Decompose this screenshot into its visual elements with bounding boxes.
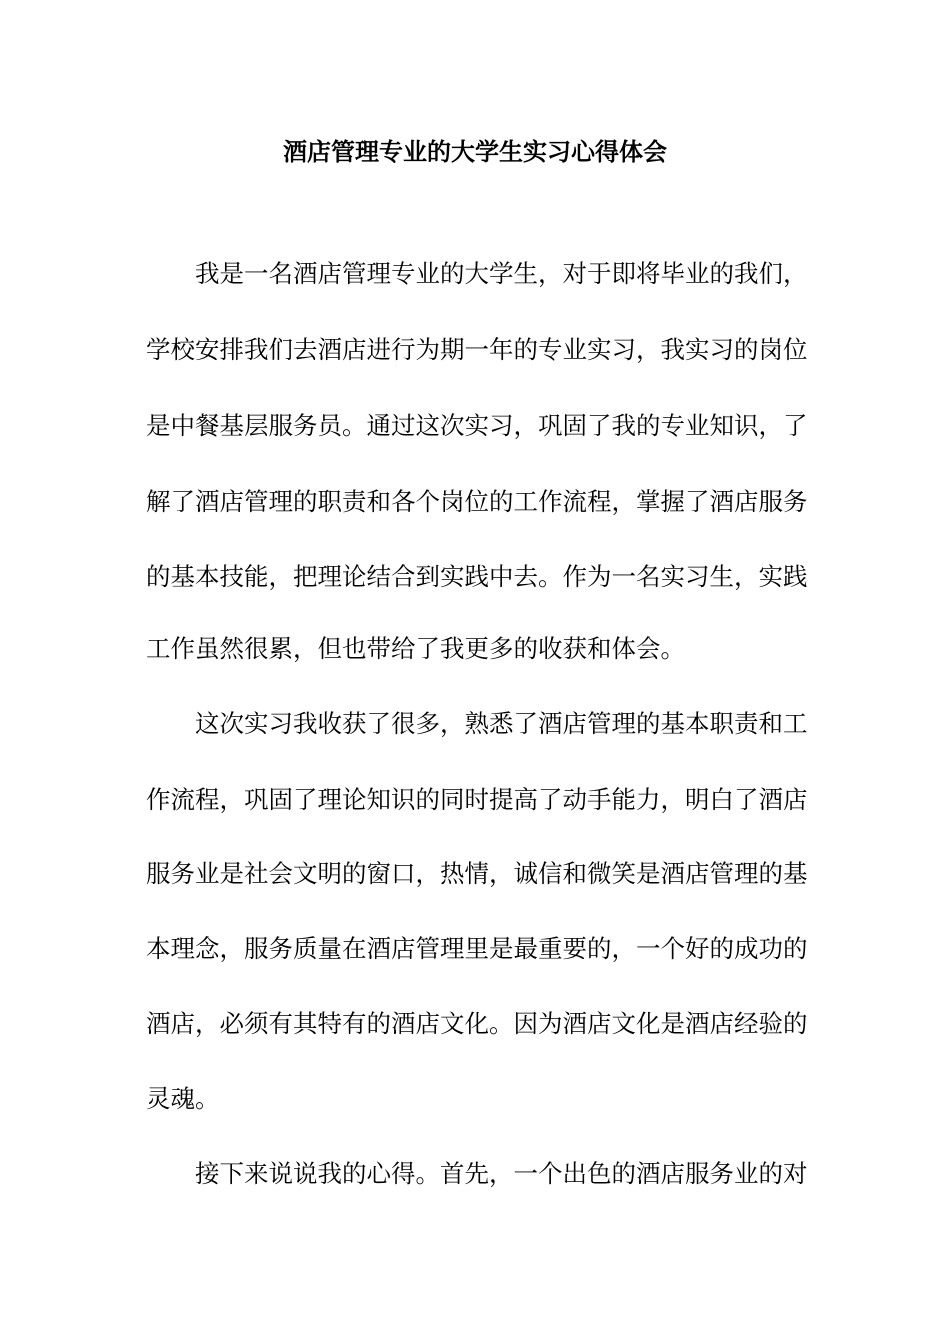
paragraph-2-line-1: 这次实习我收获了很多，熟悉了酒店管理的基本职责和工 <box>195 709 808 738</box>
paragraph-1-line-2: 学校安排我们去酒店进行为期一年的专业实习，我实习的岗位 <box>146 335 808 364</box>
paragraph-2-line-2: 作流程，巩固了理论知识的同时提高了动手能力，明白了酒店 <box>146 785 808 814</box>
document-title: 酒店管理专业的大学生实习心得体会 <box>283 137 667 166</box>
paragraph-2-line-6: 灵魂。 <box>146 1084 220 1113</box>
paragraph-1-line-5: 的基本技能，把理论结合到实践中去。作为一名实习生，实践 <box>146 562 808 591</box>
paragraph-2-line-3: 服务业是社会文明的窗口，热情，诚信和微笑是酒店管理的基 <box>146 859 808 888</box>
paragraph-1-line-1: 我是一名酒店管理专业的大学生，对于即将毕业的我们， <box>195 259 808 288</box>
paragraph-2-line-4: 本理念，服务质量在酒店管理里是最重要的，一个好的成功的 <box>146 934 808 963</box>
paragraph-1-line-6: 工作虽然很累，但也带给了我更多的收获和体会。 <box>146 634 685 663</box>
paragraph-2-line-5: 酒店，必须有其特有的酒店文化。因为酒店文化是酒店经验的 <box>146 1009 808 1038</box>
paragraph-3-line-1: 接下来说说我的心得。首先，一个出色的酒店服务业的对 <box>195 1159 808 1188</box>
paragraph-1-line-3: 是中餐基层服务员。通过这次实习，巩固了我的专业知识，了 <box>146 411 808 440</box>
paragraph-1-line-4: 解了酒店管理的职责和各个岗位的工作流程，掌握了酒店服务 <box>146 487 808 516</box>
